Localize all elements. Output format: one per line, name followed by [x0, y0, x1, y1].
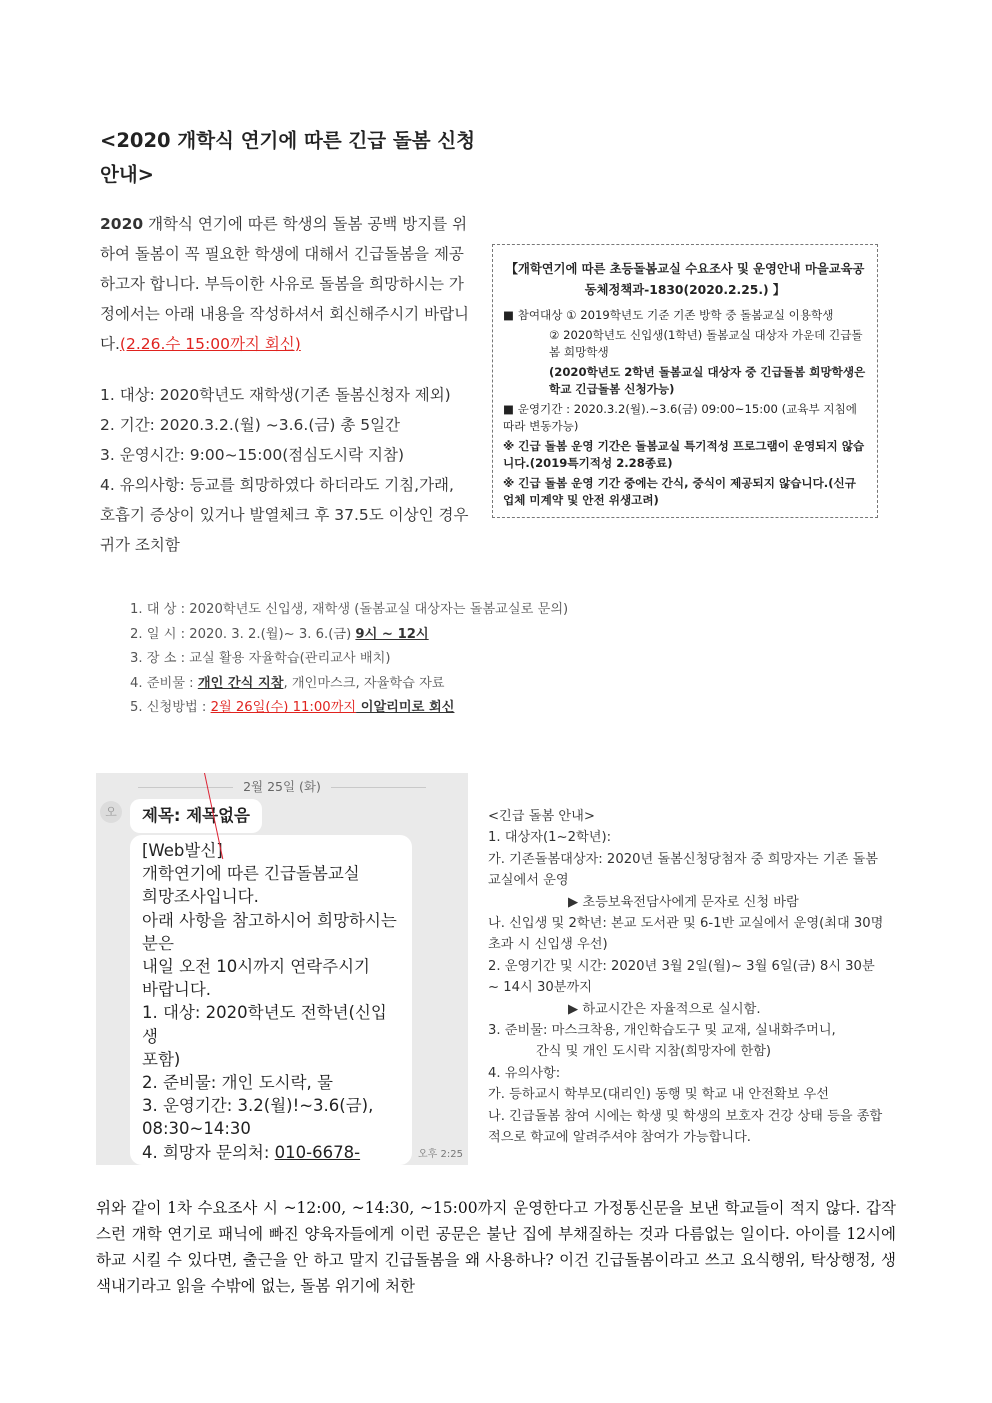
schedule-apply-label: 5. 신청방법 : [130, 700, 211, 716]
guide-line: 2. 운영기간 및 시간: 2020년 3월 2일(월)~ 3월 6일(금) 8시 30분 ~ 14시 30분까지 [488, 958, 875, 996]
guide-line: 나. 긴급돌봄 참여 시에는 학생 및 학생의 보호자 건강 상태 등을 종합적으로 학교에 알려주셔야 참여가 가능합니다. [488, 1108, 883, 1146]
schedule-supplies: , 개인마스크, 자율학습 자료 [283, 675, 445, 691]
body-paragraph: 위와 같이 1차 수요조사 시 ~12:00, ~14:30, ~15:00까지 운영한다고 가정통신문을 보낸 학교들이 적지 않다. 갑작스런 개학 연기로 패닉에 빠진 양육자들에게 이런 공문은 불난 집에 부채질하는 것과 다름없는 일이다. 아이를 12시에 하교 시킬 수 있다면, 출근을 안 하고 말지 긴급돌봄을 왜 사용하나? 이건 긴급돌봄이라고 쓰고 요식행위, 탁상행정, 생색내기라고 읽을 수밖에 없는, 돌봄 위기에 처한 [96, 1199, 896, 1295]
policy-target-1: ■ 참여대상 ① 2019학년도 기준 기존 방학 중 돌봄교실 이용학생 [503, 308, 834, 322]
message-line: 개학연기에 따른 긴급돌봄교실 [142, 864, 360, 884]
message-line: 1. 대상: 2020학년도 전학년(신입생 [142, 1003, 387, 1046]
message-line: 08:30~14:30 [142, 1119, 251, 1139]
message-bubble [130, 835, 412, 1165]
schedule-date: 2. 일 시 : 2020. 3. 2.(월)~ 3. 6.(금) [130, 626, 356, 642]
guide-line: ▶ 하교시간은 자율적으로 실시함. [568, 1001, 761, 1017]
guide-line: 3. 준비물: 마스크착용, 개인학습도구 및 교재, 실내화주머니, [488, 1023, 836, 1039]
notice-title: <2020 개학식 연기에 따른 긴급 돌봄 신청 안내> [100, 129, 476, 186]
policy-target-note: (2020학년도 2학년 돌봄교실 대상자 중 긴급돌봄 희망학생은 학교 긴급돌봄 신청가능) [549, 365, 866, 396]
guide-line: 1. 대상자(1~2학년): [488, 830, 612, 846]
schedule-row [130, 696, 610, 721]
message-line: 3. 운영기간: 3.2(월)!~3.6(금), [142, 1096, 374, 1116]
policy-header: 【개학연기에 따른 초등돌봄교실 수요조사 및 운영안내 마을교육공동체정책과-1830(2020.2.25.) 】 [505, 262, 865, 297]
contact-phone-link[interactable]: 010-6678- [274, 1142, 361, 1162]
guide-line: 가. 기존돌봄대상자: 2020년 돌봄신청당첨자 중 희망자는 기존 돌봄교실에서 운영 [488, 851, 879, 889]
notice-item: 3. 운영시간: 9:00~15:00(점심도시락 지참) [100, 446, 405, 464]
schedule-row: 3. 장 소 : 교실 활용 자율학습(관리교사 배치) [130, 651, 391, 667]
guide-title: <긴급 돌봄 안내> [488, 809, 595, 824]
schedule-row [130, 672, 610, 697]
notice-intro [100, 209, 472, 359]
message-line: 희망조사입니다. [142, 887, 259, 907]
message-line: 내일 오전 10시까지 연락주시기 [142, 957, 370, 977]
policy-box [492, 244, 878, 518]
schedule-row [130, 623, 610, 648]
intro-deadline: (2.26.수 15:00까지 회신) [119, 335, 301, 353]
policy-target-2: ② 2020학년도 신입생(1학년) 돌봄교실 대상자 가운데 긴급돌봄 희망학생 [549, 328, 863, 359]
policy-note-1: ※ 긴급 돌봄 운영 기간은 돌봄교실 특기적성 프로그램이 운영되지 않습니다.(2019특기적성 2.28종료) [503, 439, 865, 470]
message-line: 분은 [142, 933, 174, 953]
schedule-supplies-label: 4. 준비물 : [130, 675, 198, 691]
schedule-snack: 개인 간식 지참 [197, 675, 284, 691]
message-line: 아래 사항을 참고하시어 희망하시는 [142, 910, 397, 930]
schedule-list [130, 598, 610, 721]
schedule-row: 1. 대 상 : 2020학년도 신입생, 재학생 (돌봄교실 대상자는 돌봄교실로 문의) [130, 602, 569, 617]
policy-note-2: ※ 긴급 돌봄 운영 기간 중에는 간식, 중식이 제공되지 않습니다.(신규 업체 미계약 및 안전 위생고려) [503, 476, 856, 507]
notice-items [100, 380, 472, 560]
schedule-reply-method: 이알리미로 회신 [356, 700, 455, 716]
schedule-deadline: 2월 26일(수) 11:00까지 [210, 700, 357, 716]
intro-year: 2020 [100, 215, 144, 233]
guide-line: 가. 등하교시 학부모(대리인) 동행 및 학교 내 안전확보 우선 [488, 1087, 830, 1103]
policy-period: ■ 운영기간 : 2020.3.2(월).~3.6(금) 09:00~15:00 (교육부 지침에 따라 변동가능) [503, 402, 857, 433]
message-contact [142, 1141, 402, 1165]
guide-line: 4. 유의사항: [488, 1065, 561, 1081]
notice-item: 4. 유의사항: 등교를 희망하였다 하더라도 기침,가래, 호흡기 증상이 있거나 발열체크 후 37.5도 이상인 경우 귀가 조치함 [100, 476, 469, 554]
message-line: 바랍니다. [142, 980, 212, 1000]
schedule-hours: 9시 ~ 12시 [355, 626, 429, 642]
chat-date: 2월 25일 (화) [96, 777, 468, 795]
message-line: 2. 준비물: 개인 도시락, 물 [142, 1073, 333, 1093]
guide-line: ▶ 초등보육전담사에게 문자로 신청 바람 [568, 894, 799, 910]
guide-line: 간식 및 개인 도시락 지참(희망자에 한함) [536, 1044, 772, 1060]
sender-avatar: 오 [100, 801, 122, 823]
notice-item: 2. 기간: 2020.3.2.(월) ~3.6.(금) 총 5일간 [100, 416, 401, 434]
guide-line: 나. 신입생 및 2학년: 본교 도서관 및 6-1반 교실에서 운영(최대 30명 초과 시 신입생 우선) [488, 916, 884, 953]
message-time: 오후 2:25 [418, 1149, 463, 1160]
notice-item: 1. 대상: 2020학년도 재학생(기존 돌봄신청자 제외) [100, 386, 451, 404]
contact-label: 4. 희망자 문의처: [142, 1142, 275, 1162]
emergency-care-guide [488, 806, 888, 1149]
message-line: 포함) [142, 1049, 181, 1069]
message-subject: 제목: 제목없음 [130, 799, 262, 833]
intro-text: 개학식 연기에 따른 학생의 돌봄 공백 방지를 위하여 돌봄이 꼭 필요한 학생에 대해서 긴급돌봄을 제공하고자 합니다. 부득이한 사유로 돌봄을 희망하시는 가정에서는 아래 내용을 작성하셔서 회신해주시기 바랍니다. [100, 215, 470, 353]
message-line: [Web발신] [142, 841, 223, 860]
sms-screenshot [96, 773, 468, 1165]
